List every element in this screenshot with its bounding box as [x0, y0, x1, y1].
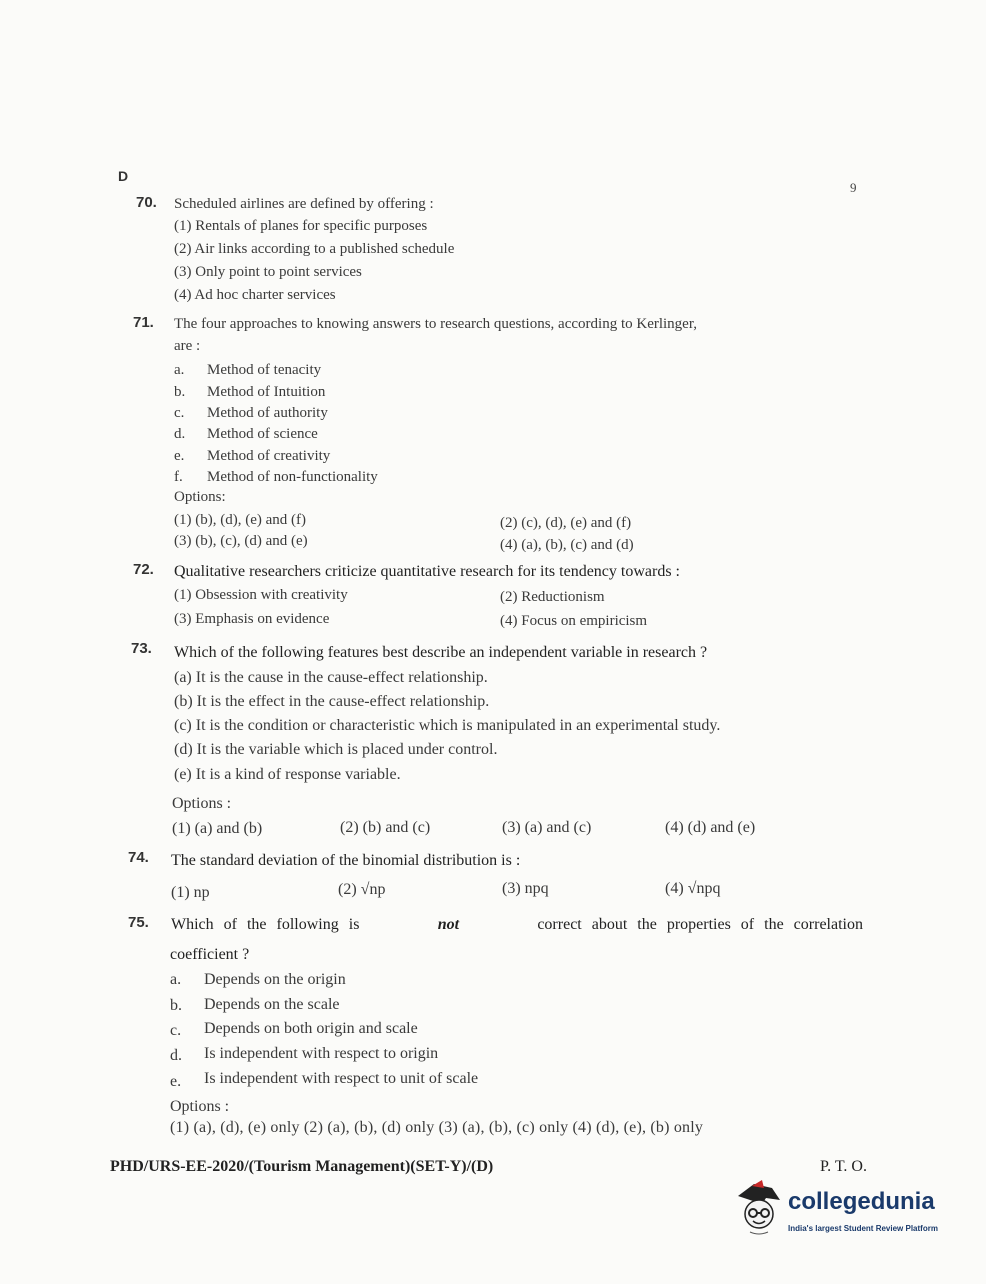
item-text: Depends on both origin and scale: [204, 1020, 418, 1037]
item-key: a.: [170, 971, 182, 988]
item-text: Method of science: [207, 426, 318, 442]
item-text: Depends on the scale: [204, 996, 340, 1013]
question-text: Scheduled airlines are defined by offering :: [174, 196, 434, 212]
item-key: b.: [170, 997, 182, 1014]
options-label: Options:: [174, 489, 226, 505]
item-text: Is independent with respect to unit of scale: [204, 1070, 479, 1087]
option: (4) (d) and (e): [665, 819, 756, 836]
option: (2) Reductionism: [500, 589, 605, 605]
question-number: 73.: [131, 640, 152, 657]
question-number: 75.: [128, 914, 149, 931]
emphasis-not: not: [437, 916, 460, 933]
mascot-icon: [732, 1178, 786, 1242]
item-text: Method of non-functionality: [207, 469, 378, 485]
item-key: c.: [170, 1022, 182, 1039]
option: (3) Only point to point services: [174, 264, 362, 280]
question-number: 74.: [128, 849, 149, 866]
set-label: D: [118, 168, 129, 184]
item-text: Method of creativity: [207, 448, 331, 464]
option: (3) Emphasis on evidence: [174, 611, 330, 627]
question-text-start: Which of the following is: [171, 916, 360, 933]
options-label: Options :: [170, 1098, 230, 1115]
option: (2) √np: [338, 881, 386, 898]
question-text-continued: are :: [174, 338, 201, 354]
item-text: Is independent with respect to origin: [204, 1045, 439, 1062]
item-key: e.: [170, 1073, 182, 1090]
question-text: The four approaches to knowing answers to research questions, according to Kerlinger,: [174, 316, 697, 332]
question-number: 70.: [136, 194, 157, 211]
option: (1) Obsession with creativity: [174, 587, 348, 603]
question-number: 72.: [133, 561, 154, 578]
option: (3) (a) and (c): [502, 819, 592, 836]
option: (3) (b), (c), (d) and (e): [174, 533, 308, 549]
item: (d) It is the variable which is placed under control.: [174, 741, 498, 758]
item-text: Method of authority: [207, 405, 328, 421]
pto-label: P. T. O.: [820, 1158, 867, 1175]
option: (2) Air links according to a published schedule: [174, 241, 455, 257]
collegedunia-logo: [732, 1178, 962, 1248]
item-key: e.: [174, 448, 185, 464]
question-text: The standard deviation of the binomial distribution is :: [171, 852, 521, 869]
page-number: 9: [850, 180, 857, 195]
question-text: [171, 916, 863, 934]
item: (c) It is the condition or characteristic which is manipulated in an experimental study.: [174, 717, 721, 734]
item: (b) It is the effect in the cause-effect relationship.: [174, 693, 490, 710]
item-text: Method of tenacity: [207, 362, 322, 378]
question-text-end: correct about the properties of the correlation: [537, 916, 863, 933]
option: (4) (a), (b), (c) and (d): [500, 537, 634, 553]
item-key: d.: [170, 1047, 182, 1064]
item-key: a.: [174, 362, 185, 378]
option: (1) np: [171, 884, 210, 901]
question-text: Which of the following features best describe an independent variable in research ?: [174, 644, 708, 661]
option: (2) (c), (d), (e) and (f): [500, 515, 632, 531]
logo-tagline: India's largest Student Review Platform: [788, 1224, 938, 1233]
options-label: Options :: [172, 795, 232, 812]
item-key: f.: [174, 469, 183, 485]
item-key: b.: [174, 384, 186, 400]
option: (1) Rentals of planes for specific purposes: [174, 218, 428, 234]
option: (1) (b), (d), (e) and (f): [174, 512, 307, 528]
item: (e) It is a kind of response variable.: [174, 766, 401, 783]
option: (4) Ad hoc charter services: [174, 287, 336, 303]
item-key: c.: [174, 405, 185, 421]
item: (a) It is the cause in the cause-effect relationship.: [174, 669, 488, 686]
item-text: Depends on the origin: [204, 971, 346, 988]
option: (3) npq: [502, 880, 549, 897]
option: (2) (b) and (c): [340, 819, 431, 836]
option: (1) (a) and (b): [172, 820, 263, 837]
item-key: d.: [174, 426, 186, 442]
option: (4) Focus on empiricism: [500, 613, 648, 629]
options-line: (1) (a), (d), (e) only (2) (a), (b), (d) only (3) (a), (b), (c) only (4) (d), (e), (b) only: [170, 1119, 704, 1136]
option: (4) √npq: [665, 880, 721, 897]
paper-code: PHD/URS-EE-2020/(Tourism Management)(SET-Y)/(D): [110, 1158, 494, 1175]
question-number: 71.: [133, 314, 154, 331]
question-text: Qualitative researchers criticize quantitative research for its tendency towards :: [174, 563, 680, 580]
logo-wordmark: collegedunia: [788, 1188, 935, 1215]
question-text-continued: coefficient ?: [170, 946, 250, 963]
item-text: Method of Intuition: [207, 384, 326, 400]
